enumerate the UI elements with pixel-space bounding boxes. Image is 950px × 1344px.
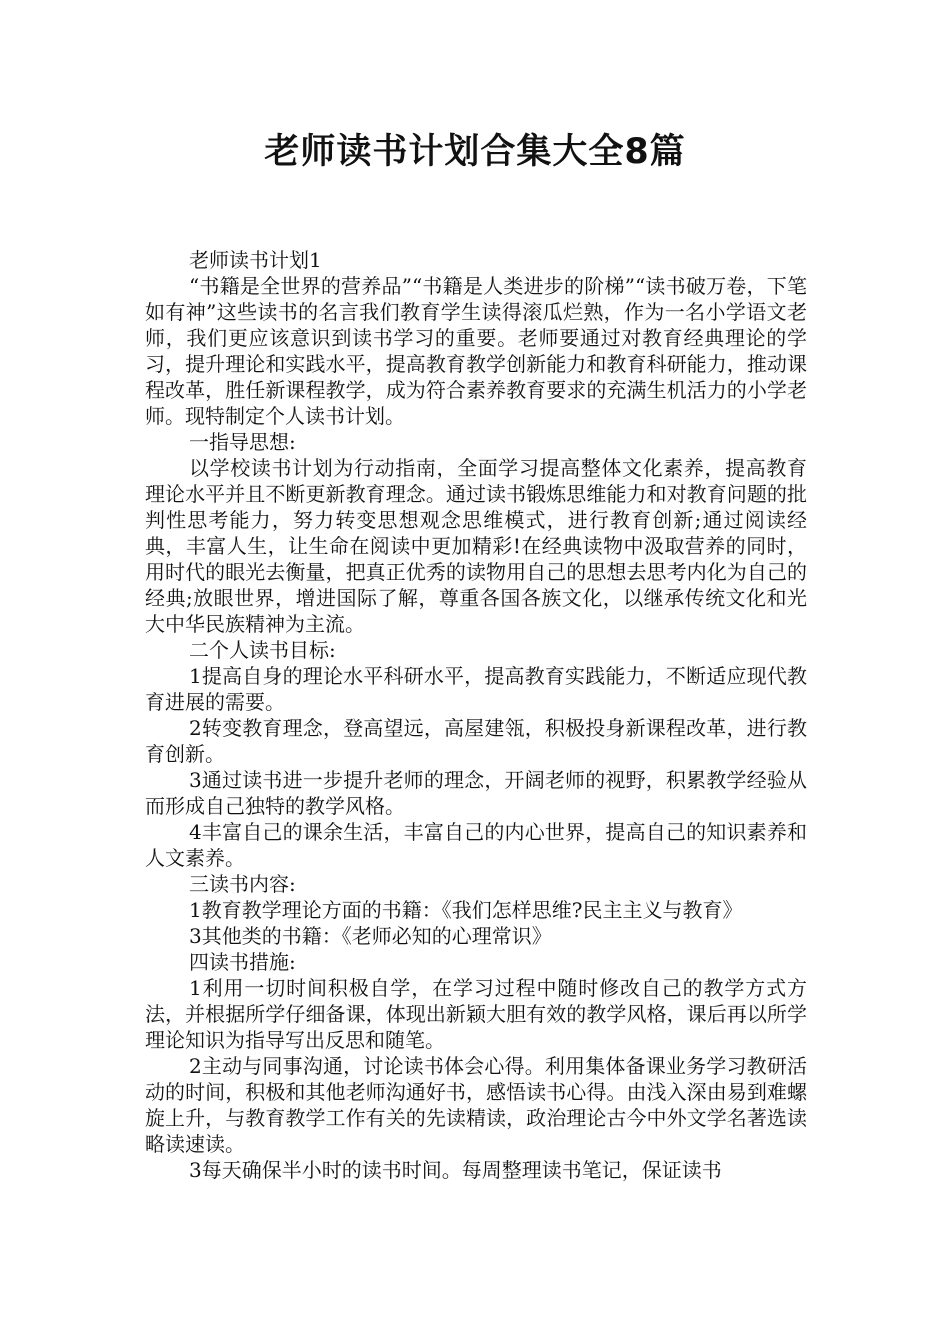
section-heading-reading-goals: 二个人读书目标: (189, 638, 336, 662)
section-heading-reading-measures: 四读书措施: (189, 950, 296, 974)
measure-item-2: 2主动与同事沟通，讨论读书体会心得。利用集体备课业务学习教研活动的时间，积极和其他老师沟通好书，感悟读书心得。由浅入深由易到难螺旋上升，与教育教学工作有关的先读精读，政治理论古今中外文学名著选读略读速读。 (145, 1054, 807, 1156)
goal-item-2: 2转变教育理念，登高望远，高屋建瓴，积极投身新课程改革，进行教育创新。 (145, 716, 807, 766)
guiding-thought-paragraph: 以学校读书计划为行动指南，全面学习提高整体文化素养，提高教育理论水平并且不断更新教育理念。通过读书锻炼思维能力和对教育问题的批判性思考能力，努力转变思想观念思维模式，进行教育创新;通过阅读经典，丰富人生，让生命在阅读中更加精彩!在经典读物中汲取营养的同时，用时代的眼光去衡量，把真正优秀的读物用自己的思想去思考内化为自己的经典;放眼世界，增进国际了解，尊重各国各族文化，以继承传统文化和光大中华民族精神为主流。 (145, 456, 807, 636)
section-heading-guiding-thought: 一指导思想: (189, 430, 296, 454)
measure-item-3: 3每天确保半小时的读书时间。每周整理读书笔记，保证读书 (189, 1158, 722, 1182)
section-heading-plan-1: 老师读书计划1 (189, 248, 322, 272)
intro-paragraph: “书籍是全世界的营养品”“书籍是人类进步的阶梯”“读书破万卷，下笔如有神”这些读书的名言我们教育学生读得滚瓜烂熟，作为一名小学语文老师，我们更应该意识到读书学习的重要。老师要通过对教育经典理论的学习，提升理论和实践水平，提高教育教学创新能力和教育科研能力，推动课程改革，胜任新课程教学，成为符合素养教育要求的充满生机活力的小学老师。现特制定个人读书计划。 (145, 274, 807, 428)
content-item-3: 3其他类的书籍：《老师必知的心理常识》 (189, 924, 552, 948)
measure-item-1: 1利用一切时间积极自学，在学习过程中随时修改自己的教学方式方法，并根据所学仔细备课，体现出新颖大胆有效的教学风格，课后再以所学理论知识为指导写出反思和随笔。 (145, 976, 807, 1052)
content-item-1: 1教育教学理论方面的书籍：《我们怎样思维?民主主义与教育》 (189, 898, 743, 922)
goal-item-1: 1提高自身的理论水平科研水平，提高教育实践能力，不断适应现代教育进展的需要。 (145, 664, 807, 714)
section-heading-reading-content: 三读书内容: (189, 872, 296, 896)
goal-item-3: 3通过读书进一步提升老师的理念，开阔老师的视野，积累教学经验从而形成自己独特的教学风格。 (145, 768, 807, 818)
goal-item-4: 4丰富自己的课余生活，丰富自己的内心世界，提高自己的知识素养和人文素养。 (145, 820, 807, 870)
document-body (145, 247, 807, 1183)
document-title: 老师读书计划合集大全8篇 (264, 132, 686, 172)
